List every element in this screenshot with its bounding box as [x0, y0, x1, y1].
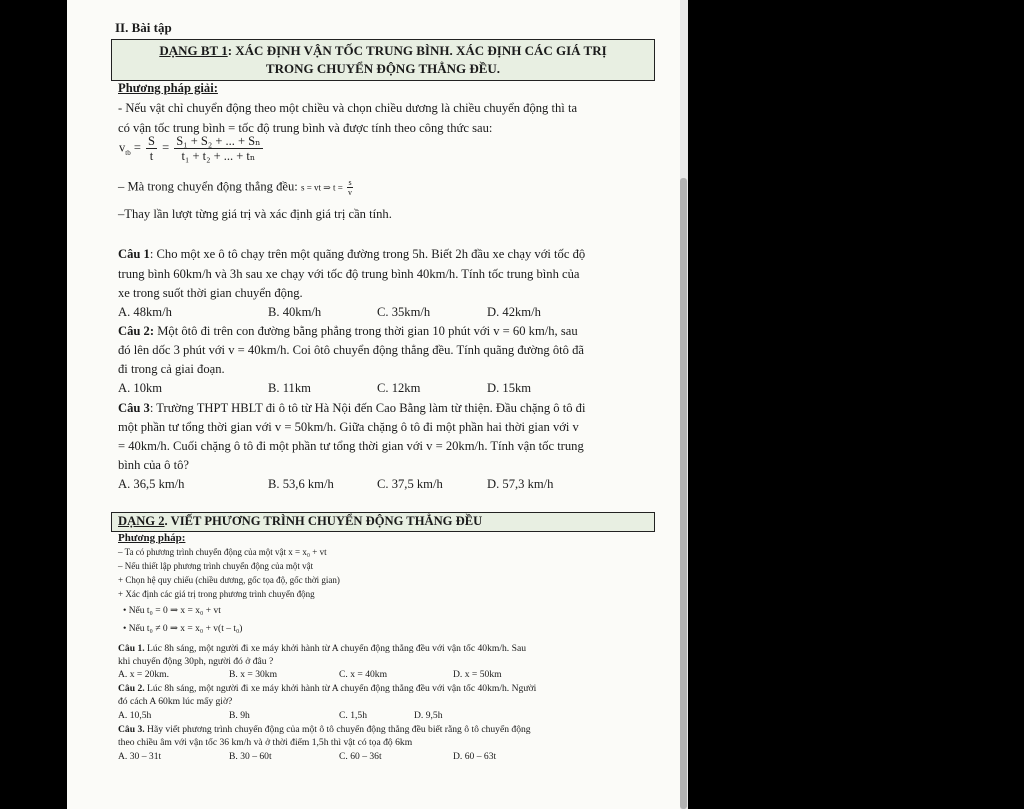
formula-lhs-sub: tb	[125, 148, 131, 157]
dang2-method-line: – Nếu thiết lập phương trình chuyển động của một vật	[118, 561, 314, 571]
answer-option: D. 57,3 km/h	[487, 477, 554, 491]
dang2-method-line: – Ta có phương trình chuyển động của một vật x = x₀ + vt	[118, 547, 327, 557]
dang1-uniform-formula: s = vt ⇒ t =	[300, 182, 343, 193]
d2-q2-text: Lúc 8h sáng, một người đi xe máy khởi hành từ A chuyển động thẳng đều với vận tốc 40km/h. Người	[144, 683, 537, 694]
formula-frac2-num: S₁ + S₂ + ... + Sₙ	[176, 134, 261, 148]
dang2-method-line: • Nếu t₀ ≠ 0 ⇒ x = x₀ + v(t – t₀)	[123, 624, 243, 634]
answer-option: D. 60 – 63t	[453, 751, 497, 762]
d1-q3-line3: = 40km/h. Cuối chặng ô tô đi một phần tư tổng thời gian với v = 20km/h. Tính vận tốc trung	[118, 439, 584, 453]
dang2-method-line: + Xác định các giá trị trong phương trình chuyển động	[118, 589, 315, 599]
d1-q2-label: Câu 2:	[118, 324, 155, 338]
d2-q1-line2: khi chuyển động 30ph, người đó ở đâu ?	[118, 656, 274, 667]
scrollbar-thumb[interactable]	[680, 178, 687, 809]
d2-q3-line2: theo chiều âm với vận tốc 36 km/h và ở thời điểm 1,5h thì vật có tọa độ 6km	[118, 737, 413, 748]
answer-option: D. 15km	[487, 381, 532, 395]
d1-q2-text: Một ôtô đi trên con đường bằng phẳng trong thời gian 10 phút với v = 60 km/h, sau	[154, 324, 578, 338]
d1-q2-line3: đi trong cả giai đoạn.	[118, 362, 225, 376]
dang2-method-line: + Chọn hệ quy chiếu (chiều dương, gốc tọa độ, gốc thời gian)	[118, 575, 340, 585]
d1-q1-text: : Cho một xe ô tô chạy trên một quãng đường trong 5h. Biết 2h đầu xe chạy với tốc độ	[149, 247, 586, 261]
answer-option: C. 12km	[377, 381, 421, 395]
answer-option: A. 30 – 31t	[118, 751, 162, 762]
answer-option: B. 9h	[229, 710, 250, 721]
answer-option: A. x = 20km.	[118, 669, 169, 680]
formula-frac1	[146, 134, 157, 163]
dang1-substitute-line: –Thay lần lượt từng giá trị và xác định giá trị cần tính.	[118, 207, 392, 221]
dang1-uniform-frac	[347, 178, 353, 197]
dang2-title	[118, 514, 482, 529]
answer-option: B. 53,6 km/h	[268, 477, 334, 491]
dang1-title-line2: TRONG CHUYỂN ĐỘNG THẲNG ĐỀU.	[265, 61, 501, 76]
answer-option: A. 48km/h	[118, 305, 172, 319]
dang2-method-label: Phương pháp:	[118, 532, 186, 544]
dang1-title-label: DẠNG BT 1	[159, 43, 228, 58]
d1-q2-line2: đó lên dốc 3 phút với v = 40km/h. Coi ôtô chuyển động thẳng đều. Tính quãng đường ôtô đã	[118, 343, 584, 357]
dang1-title-line1	[112, 43, 654, 59]
formula-frac2	[174, 134, 262, 163]
d1-q1-line1	[118, 247, 585, 262]
d2-q1-line1	[118, 643, 526, 654]
answer-option: C. 60 – 36t	[339, 751, 382, 762]
answer-option: C. 35km/h	[377, 305, 431, 319]
dang2-title-box	[111, 512, 655, 532]
d1-q3-label: Câu 3	[118, 401, 150, 415]
dang2-method-line: • Nếu t₀ = 0 ⇒ x = x₀ + vt	[123, 606, 221, 616]
section-title: II. Bài tập	[115, 20, 172, 35]
dang1-uniform-line	[118, 178, 353, 197]
average-velocity-formula	[119, 134, 265, 163]
answer-option: D. 42km/h	[487, 305, 541, 319]
d2-q3-line1	[118, 724, 531, 735]
d2-q3-text: Hãy viết phương trình chuyển động của một ô tô chuyển động thẳng đều biết rằng ô tô chuyển động	[144, 724, 531, 735]
d2-q2-line1	[118, 683, 536, 694]
answer-option: A. 36,5 km/h	[118, 477, 185, 491]
dang1-uniform-frac-num: s	[348, 178, 352, 187]
d1-q3-line4: bình của ô tô?	[118, 458, 189, 472]
answer-option: D. 9,5h	[414, 710, 443, 721]
dang2-title-text: . VIẾT PHƯƠNG TRÌNH CHUYỂN ĐỘNG THẲNG ĐỀU	[164, 514, 483, 528]
dang1-method-line2: có vận tốc trung bình = tốc độ trung bình và được tính theo công thức sau:	[118, 121, 493, 135]
answer-option: A. 10,5h	[118, 710, 152, 721]
d1-q1-label: Câu 1	[118, 247, 150, 261]
dang1-method-line1: - Nếu vật chỉ chuyển động theo một chiều và chọn chiều dương là chiều chuyển động thì ta	[118, 101, 578, 115]
answer-option: B. 40km/h	[268, 305, 322, 319]
formula-frac1-den: t	[149, 149, 154, 163]
d1-q3-line1	[118, 401, 585, 416]
dang1-uniform-frac-den: v	[348, 188, 353, 197]
answer-option: B. 30 – 60t	[229, 751, 272, 762]
answer-option: B. 11km	[268, 381, 311, 395]
d1-q3-text: : Trường THPT HBLT đi ô tô từ Hà Nội đến Cao Bằng làm từ thiện. Đầu chặng ô tô đi	[149, 401, 586, 415]
dang1-title-text: : XÁC ĐỊNH VẬN TỐC TRUNG BÌNH. XÁC ĐỊNH CÁC GIÁ TRỊ	[227, 43, 607, 58]
dang1-uniform-text: – Mà trong chuyển động thẳng đều:	[118, 179, 301, 194]
formula-eq2: =	[162, 140, 170, 155]
answer-option: C. 1,5h	[339, 710, 367, 721]
formula-frac1-num: S	[148, 134, 155, 148]
d2-q3-label: Câu 3.	[118, 724, 145, 735]
formula-lhs: v	[119, 140, 126, 155]
dang1-title-box	[111, 39, 655, 81]
formula-frac2-den: t₁ + t₂ + ... + tₙ	[181, 149, 256, 163]
document-page	[67, 0, 684, 809]
d1-q1-line2: trung bình 60km/h và 3h sau xe chạy với tốc độ trung bình 40km/h. Tính tốc trung bình của	[118, 267, 580, 281]
answer-option: B. x = 30km	[229, 669, 278, 680]
answer-option: C. 37,5 km/h	[377, 477, 443, 491]
d2-q2-line2: đó cách A 60km lúc mấy giờ?	[118, 696, 233, 707]
dang1-method-label: Phương pháp giải:	[118, 81, 218, 95]
dang2-title-label: DẠNG 2	[118, 514, 165, 528]
answer-option: D. x = 50km	[453, 669, 502, 680]
d1-q1-line3: xe trong suốt thời gian chuyển động.	[118, 286, 303, 300]
d2-q1-label: Câu 1.	[118, 643, 145, 654]
answer-option: C. x = 40km	[339, 669, 388, 680]
d1-q3-line2: một phần tư tổng thời gian với v = 50km/h. Giữa chặng ô tô đi một phần hai thời gian với v	[118, 420, 579, 434]
answer-option: A. 10km	[118, 381, 163, 395]
d2-q2-label: Câu 2.	[118, 683, 145, 694]
formula-eq1: =	[133, 140, 141, 155]
d1-q2-line1	[118, 324, 578, 339]
d2-q1-text: Lúc 8h sáng, một người đi xe máy khởi hành từ A chuyển động thẳng đều với vận tốc 40km/h. Sau	[144, 643, 526, 654]
